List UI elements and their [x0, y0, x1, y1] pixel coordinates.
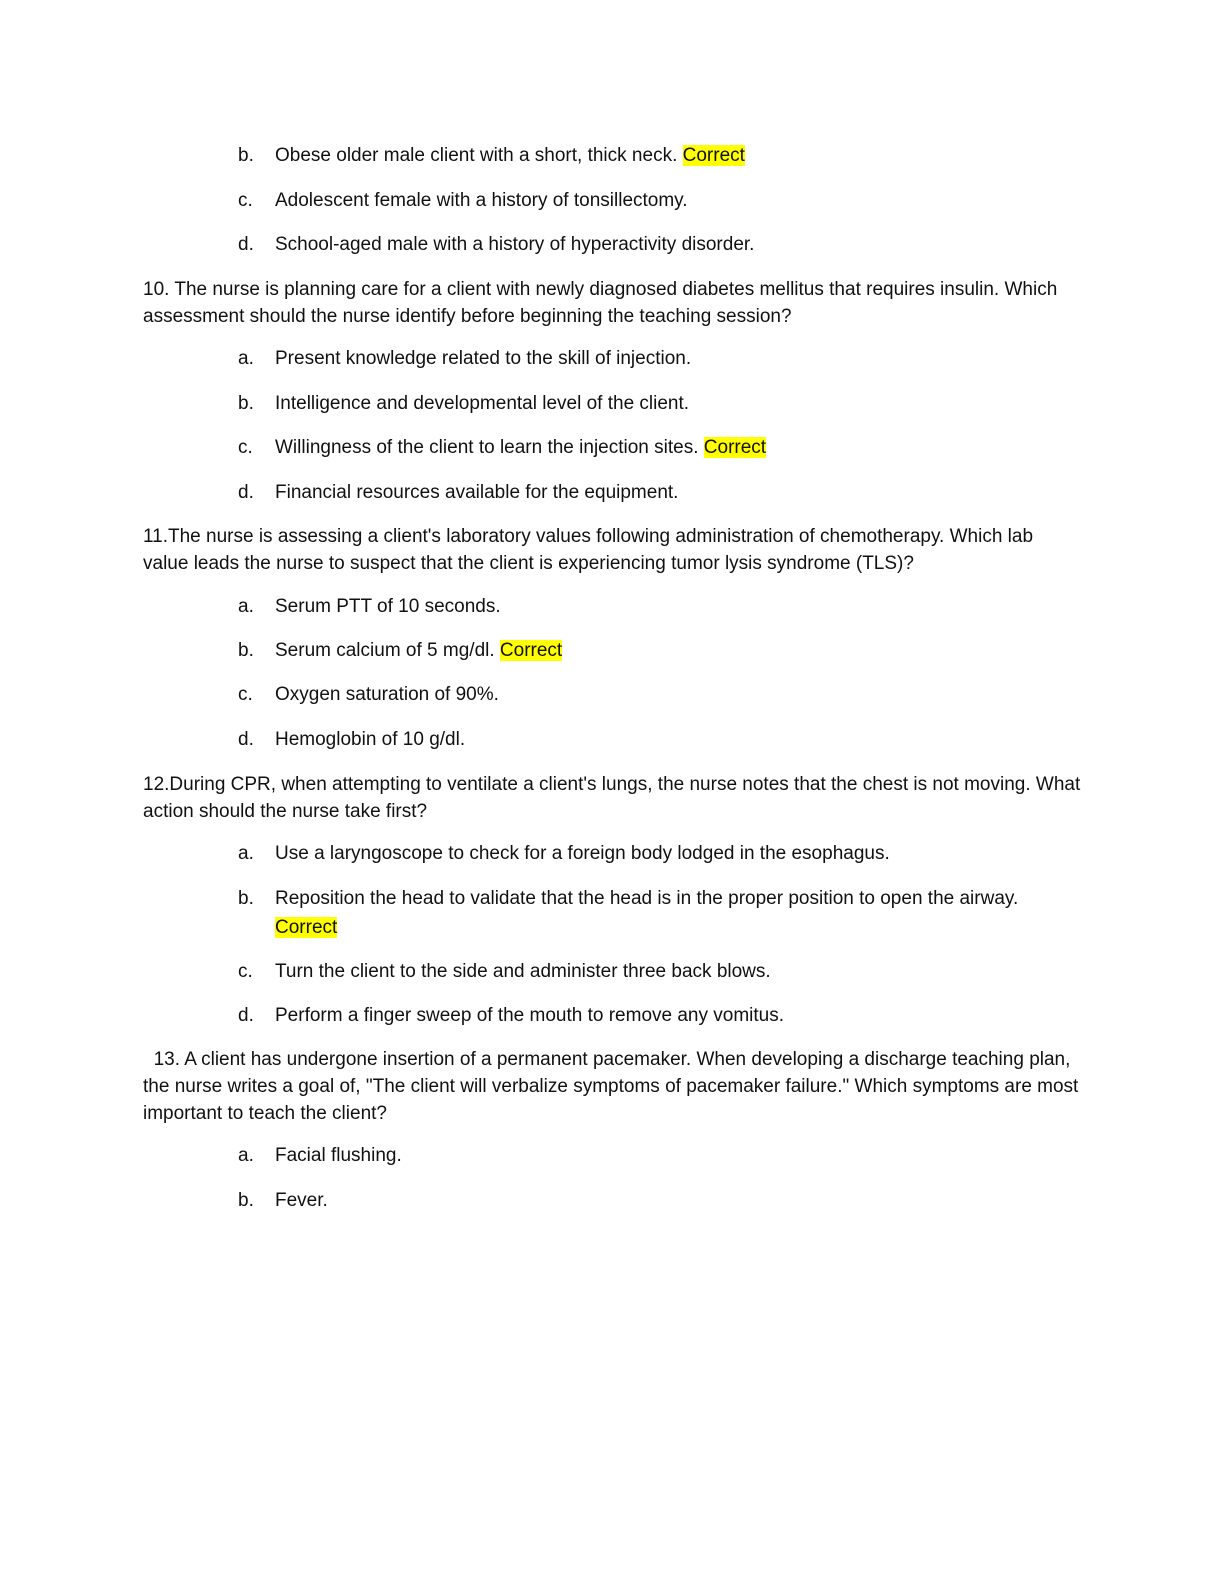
q10-option-a — [238, 344, 1058, 373]
q12-option-a — [238, 839, 1058, 868]
q9-option-c — [238, 186, 1058, 215]
option-letter: c. — [238, 437, 253, 458]
question-13-stem: 13. A client has undergone insertion of a permanent pacemaker. When developing a discharge teaching plan, the nurse writes a goal of, "The client will verbalize symptoms of pacemaker failure." Which symptoms are most important to teach the client? — [143, 1049, 1084, 1124]
option-letter: d. — [238, 1005, 254, 1026]
option-letter: a. — [238, 596, 254, 617]
option-letter: a. — [238, 1145, 254, 1166]
correct-marker: Correct — [703, 437, 767, 458]
q11-option-c — [238, 680, 1058, 709]
q11-option-b — [238, 636, 1058, 665]
question-11-stem: 11.The nurse is assessing a client's laboratory values following administration of chemotherapy. Which lab value leads the nurse to suspect that the client is experiencing tumor lysis syndrome (TLS)? — [143, 526, 1034, 574]
option-text: Facial flushing. — [275, 1145, 402, 1166]
q10-option-d — [238, 478, 1058, 507]
option-text: Obese older male client with a short, thick neck. — [275, 145, 678, 166]
option-text: Serum PTT of 10 seconds. — [275, 596, 501, 617]
option-text: Intelligence and developmental level of the client. — [275, 393, 690, 414]
question-10-stem: 10. The nurse is planning care for a client with newly diagnosed diabetes mellitus that requires insulin. Which assessment should the nurse identify before beginning the teaching session? — [143, 279, 1058, 327]
option-letter: b. — [238, 145, 254, 166]
option-text: Willingness of the client to learn the injection sites. — [275, 437, 699, 458]
q11-option-d — [238, 725, 1058, 754]
option-letter: c. — [238, 190, 253, 211]
option-text: Present knowledge related to the skill of injection. — [275, 348, 692, 369]
option-text: Use a laryngoscope to check for a foreign body lodged in the esophagus. — [275, 843, 890, 864]
q13-option-a — [238, 1141, 1058, 1170]
option-text: Perform a finger sweep of the mouth to remove any vomitus. — [275, 1005, 785, 1026]
option-letter: d. — [238, 482, 254, 503]
q12-option-c — [238, 957, 1058, 986]
option-text: Fever. — [275, 1190, 328, 1211]
option-letter: d. — [238, 234, 254, 255]
option-letter: c. — [238, 684, 253, 705]
option-letter: b. — [238, 888, 254, 909]
option-letter: b. — [238, 1190, 254, 1211]
option-text: Reposition the head to validate that the head is in the proper position to open the airway. — [275, 888, 1019, 909]
option-text: Serum calcium of 5 mg/dl. — [275, 640, 495, 661]
option-text: Adolescent female with a history of tonsillectomy. — [275, 190, 688, 211]
correct-marker: Correct — [682, 145, 745, 166]
option-letter: a. — [238, 348, 254, 369]
option-text: Oxygen saturation of 90%. — [275, 684, 499, 705]
q12-option-d — [238, 1001, 1058, 1030]
option-text: Hemoglobin of 10 g/dl. — [275, 729, 466, 750]
correct-marker: Correct — [275, 917, 338, 938]
q10-option-c — [238, 433, 1058, 462]
q12-option-b — [238, 884, 1058, 938]
q10-option-b — [238, 389, 1058, 418]
q11-option-a — [238, 592, 1058, 621]
correct-marker: Correct — [499, 640, 563, 661]
q13-option-b — [238, 1186, 1058, 1215]
option-letter: c. — [238, 961, 253, 982]
option-letter: d. — [238, 729, 254, 750]
option-text: School-aged male with a history of hyperactivity disorder. — [275, 234, 755, 255]
q9-option-d — [238, 230, 1058, 259]
option-letter: a. — [238, 843, 254, 864]
option-letter: b. — [238, 393, 254, 414]
question-12-stem: 12.During CPR, when attempting to ventilate a client's lungs, the nurse notes that the chest is not moving. What action should the nurse take first? — [143, 774, 1081, 822]
q9-option-b — [238, 141, 1058, 170]
option-letter: b. — [238, 640, 254, 661]
option-text: Financial resources available for the equipment. — [275, 482, 679, 503]
option-text: Turn the client to the side and administer three back blows. — [275, 961, 771, 982]
